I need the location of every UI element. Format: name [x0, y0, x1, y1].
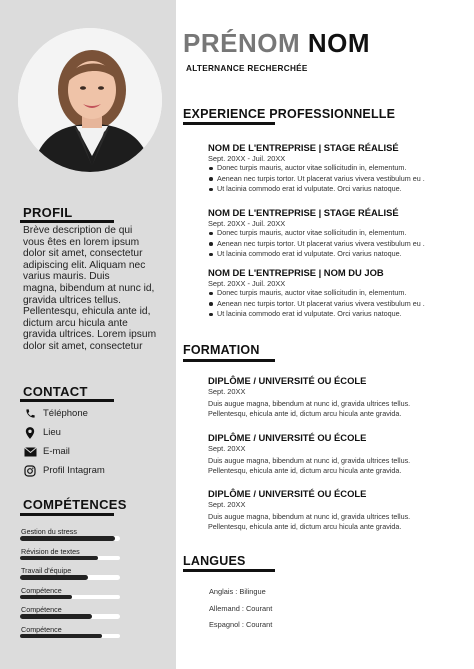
contact-list [23, 404, 173, 480]
skill-label: Compétence [21, 624, 62, 634]
language-item: Espagnol : Courant [209, 620, 273, 629]
profil-rule [20, 220, 114, 223]
entry-bullet: Donec turpis mauris, auctor vitae sollicitudin in, elementum. [208, 228, 458, 239]
skill-item [20, 566, 132, 586]
competences-rule [20, 513, 114, 516]
entry-title: NOM DE L'ENTREPRISE | NOM DU JOB [208, 267, 384, 278]
entry-bullet: Aenean nec turpis tortor. Ut placerat varius vivera vestibulum eu . [208, 239, 458, 250]
location-pin-icon [23, 426, 37, 440]
skill-label: Gestion du stress [21, 527, 77, 536]
experience-rule [183, 122, 275, 125]
entry-line: Duis augue magna, bibendum at nunc id, gravida ultrices tellus. [208, 512, 411, 521]
skill-bar [20, 634, 120, 639]
langues-title: LANGUES [183, 554, 246, 568]
skill-bar-fill [20, 595, 72, 600]
langues-rule [183, 569, 275, 572]
entry-bullet: Aenean nec turpis tortor. Ut placerat varius vivera vestibulum eu . [208, 174, 458, 185]
profil-line: Pellentesqu, ehicula ante id, [23, 306, 151, 318]
entry-line: Pellentesqu, ehicula ante id, dictum arcu hicula ante gravida. [208, 409, 402, 418]
language-item: Anglais : Bilingue [209, 587, 266, 596]
skill-item [20, 547, 132, 567]
entry-title: DIPLÔME / UNIVERSITÉ OU ÉCOLE [208, 488, 367, 499]
sidebar [0, 0, 176, 669]
formation-title: FORMATION [183, 343, 260, 357]
experience-title: EXPERIENCE PROFESSIONNELLE [183, 107, 396, 121]
entry-dates: Sept. 20XX [208, 500, 246, 509]
full-name [183, 28, 370, 59]
skill-bar [20, 595, 120, 600]
entry-bullet: Donec turpis mauris, auctor vitae sollicitudin in, elementum. [208, 163, 458, 174]
profil-line: magna, bibendum at nunc id, [23, 282, 155, 294]
skill-label: Travail d'équipe [21, 566, 72, 575]
skill-item [20, 527, 132, 547]
skill-bar-fill [20, 536, 115, 541]
entry-bullet: Ut lacinia commodo erat id vulputate. Orci varius natoque. [208, 184, 458, 195]
entry-line: Pellentesqu, ehicula ante id, dictum arcu hicula ante gravida. [208, 522, 402, 531]
profil-text [23, 225, 163, 353]
entry-bullet: Ut lacinia commodo erat id vulputate. Orci varius natoque. [208, 309, 458, 320]
skill-bar-fill [20, 556, 98, 561]
entry-description [208, 512, 458, 532]
contact-instagram[interactable] [23, 461, 173, 480]
envelope-icon [23, 445, 37, 459]
profile-photo [18, 28, 162, 172]
entry-bullet: Donec turpis mauris, auctor vitae sollicitudin in, elementum. [208, 288, 458, 299]
skill-item [20, 586, 132, 606]
skill-label: Compétence [21, 605, 62, 614]
contact-label: Téléphone [43, 408, 88, 419]
skill-item [20, 605, 132, 625]
profil-line: adipiscing elit. Aliquam nec [23, 259, 146, 271]
subtitle: ALTERNANCE RECHERCHÉE [186, 64, 308, 73]
contact-title: CONTACT [23, 384, 88, 399]
entry-dates: Sept. 20XX - Juil. 20XX [208, 279, 286, 288]
langues-list [209, 587, 272, 637]
entry-title: DIPLÔME / UNIVERSITÉ OU ÉCOLE [208, 375, 367, 386]
skill-label: Compétence [21, 585, 62, 595]
experience-entry [208, 142, 458, 195]
contact-label: Profil Intagram [43, 465, 105, 476]
contact-label: Lieu [43, 427, 61, 438]
entry-dates: Sept. 20XX - Juil. 20XX [208, 219, 286, 228]
skill-bar [20, 575, 120, 580]
entry-line: Duis augue magna, bibendum at nunc id, gravida ultrices tellus. [208, 399, 411, 408]
competences-title: COMPÉTENCES [23, 497, 127, 512]
skill-bar [20, 614, 120, 619]
contact-label: E-mail [43, 446, 70, 457]
entry-dates: Sept. 20XX [208, 387, 246, 396]
contact-email[interactable] [23, 442, 173, 461]
skills-list [20, 527, 132, 644]
profil-line: dolor sit amet, consectetur [23, 340, 143, 352]
skill-item [20, 625, 132, 645]
skill-bar [20, 556, 120, 561]
phone-icon [23, 407, 37, 421]
language-item: Allemand : Courant [209, 603, 273, 613]
entry-title: DIPLÔME / UNIVERSITÉ OU ÉCOLE [208, 432, 367, 443]
entry-line: Pellentesqu, ehicula ante id, dictum arcu hicula ante gravida. [208, 466, 402, 475]
formation-rule [183, 359, 275, 362]
profil-title: PROFIL [23, 205, 73, 220]
contact-location[interactable] [23, 423, 173, 442]
entry-title: NOM DE L'ENTREPRISE | STAGE RÉALISÉ [208, 207, 399, 218]
profil-line: gravida ultrices. Lorem ipsum [23, 329, 157, 341]
experience-entry [208, 267, 458, 320]
formation-entry [208, 375, 458, 419]
formation-entry [208, 432, 458, 476]
last-name: NOM [307, 28, 371, 58]
profil-line: varius mauris. Duis [23, 271, 110, 283]
entry-dates: Sept. 20XX - Juil. 20XX [208, 154, 286, 163]
skill-bar-fill [20, 614, 92, 619]
entry-dates: Sept. 20XX [208, 444, 246, 453]
contact-rule [20, 399, 114, 402]
profil-line: dictum arcu hicula ante [23, 317, 128, 329]
experience-entry [208, 207, 458, 260]
first-name: PRÉNOM [183, 28, 301, 58]
entry-line: Duis augue magna, bibendum at nunc id, gravida ultrices tellus. [208, 456, 411, 465]
skill-bar-fill [20, 634, 102, 639]
contact-phone[interactable] [23, 404, 173, 423]
entry-description [208, 456, 458, 476]
instagram-icon [23, 464, 37, 478]
skill-label: Révision de textes [21, 546, 80, 556]
profil-line: dolor sit amet, consectetur [23, 248, 143, 260]
profil-line: gravida ultrices tellus. [23, 294, 121, 306]
entry-bullet: Aenean nec turpis tortor. Ut placerat varius vivera vestibulum eu . [208, 299, 458, 310]
skill-bar [20, 536, 120, 541]
skill-bar-fill [20, 575, 88, 580]
entry-title: NOM DE L'ENTREPRISE | STAGE RÉALISÉ [208, 142, 399, 153]
entry-bullet: Ut lacinia commodo erat id vulputate. Orci varius natoque. [208, 249, 458, 260]
entry-description [208, 399, 458, 419]
profil-line: vous êtes en lorem ipsum [23, 236, 140, 248]
formation-entry [208, 488, 458, 532]
profil-line: Brève description de qui [23, 225, 133, 236]
